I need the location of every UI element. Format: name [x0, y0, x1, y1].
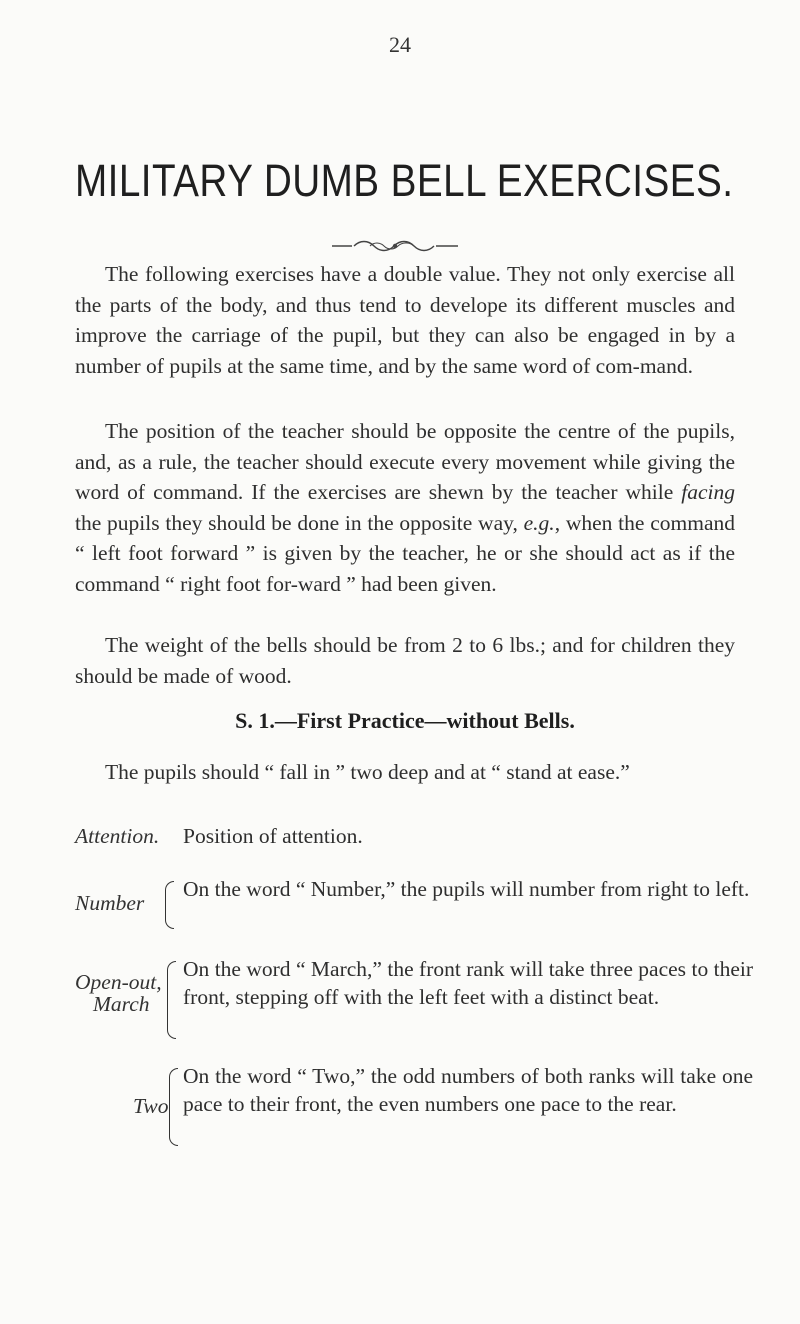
two-brace: [169, 1068, 178, 1146]
number-brace: [165, 881, 174, 929]
two-command: [75, 1062, 755, 1150]
teacher-position-text-middle: the pupils they should be done in the opposite way,: [75, 510, 524, 535]
open-out-text: On the word “ March,” the front rank will take three paces to their front, stepping off with the left feet with a distinct beat.: [183, 957, 753, 1009]
attention-command: [75, 822, 755, 852]
teacher-position-text-start: The position of the teacher should be opposite the centre of the pupils, and, as a rule, the teacher should execute every movement while giving the word of command. If the exercises are shewn by the teacher while: [75, 419, 735, 504]
teacher-position-paragraph: [75, 416, 735, 599]
intro-paragraph: [75, 259, 735, 381]
number-label: Number: [75, 891, 145, 915]
section-heading: S. 1.—First Practice—without Bells.: [235, 708, 575, 733]
number-command: [75, 875, 755, 935]
open-out-label: [75, 971, 162, 1015]
fall-in-text: The pupils should “ fall in ” two deep and at “ stand at ease.”: [105, 760, 630, 784]
teacher-position-text-end: , when the command “ left foot forward ” is given by the teacher, he or she should act as if the command “ right foot for-ward ” had been given.: [75, 510, 735, 596]
eg-emphasis: e.g.: [523, 510, 555, 535]
open-out-label-line2: March: [93, 992, 150, 1016]
number-text: On the word “ Number,” the pupils will number from right to left.: [183, 877, 750, 901]
bell-weight-text: The weight of the bells should be from 2 to 6 lbs.; and for children they should be made of wood.: [75, 633, 735, 688]
attention-label: Attention.: [75, 824, 160, 848]
bell-weight-paragraph: [75, 630, 735, 691]
intro-paragraph-text: The following exercises have a double value. They not only exercise all the parts of the body, and thus tend to develope its different muscles and improve the carriage of the pupil, but they can also be engaged in by a number of pupils at the same time, and by the same word of com-mand.: [75, 262, 735, 378]
page-number: 24: [389, 32, 411, 57]
page-title: MILITARY DUMB BELL EXERCISES.: [74, 155, 734, 206]
open-out-label-line1: Open-out,: [75, 970, 162, 994]
two-label: Two: [133, 1094, 169, 1118]
facing-emphasis: facing: [681, 480, 735, 504]
ornament-rule: [330, 238, 460, 254]
fall-in-paragraph: [75, 757, 735, 788]
attention-text: Position of attention.: [183, 824, 363, 848]
open-out-brace: [167, 961, 176, 1039]
open-out-command: [75, 955, 755, 1043]
two-text: On the word “ Two,” the odd numbers of both ranks will take one pace to their front, the even numbers one pace to the rear.: [183, 1064, 753, 1116]
